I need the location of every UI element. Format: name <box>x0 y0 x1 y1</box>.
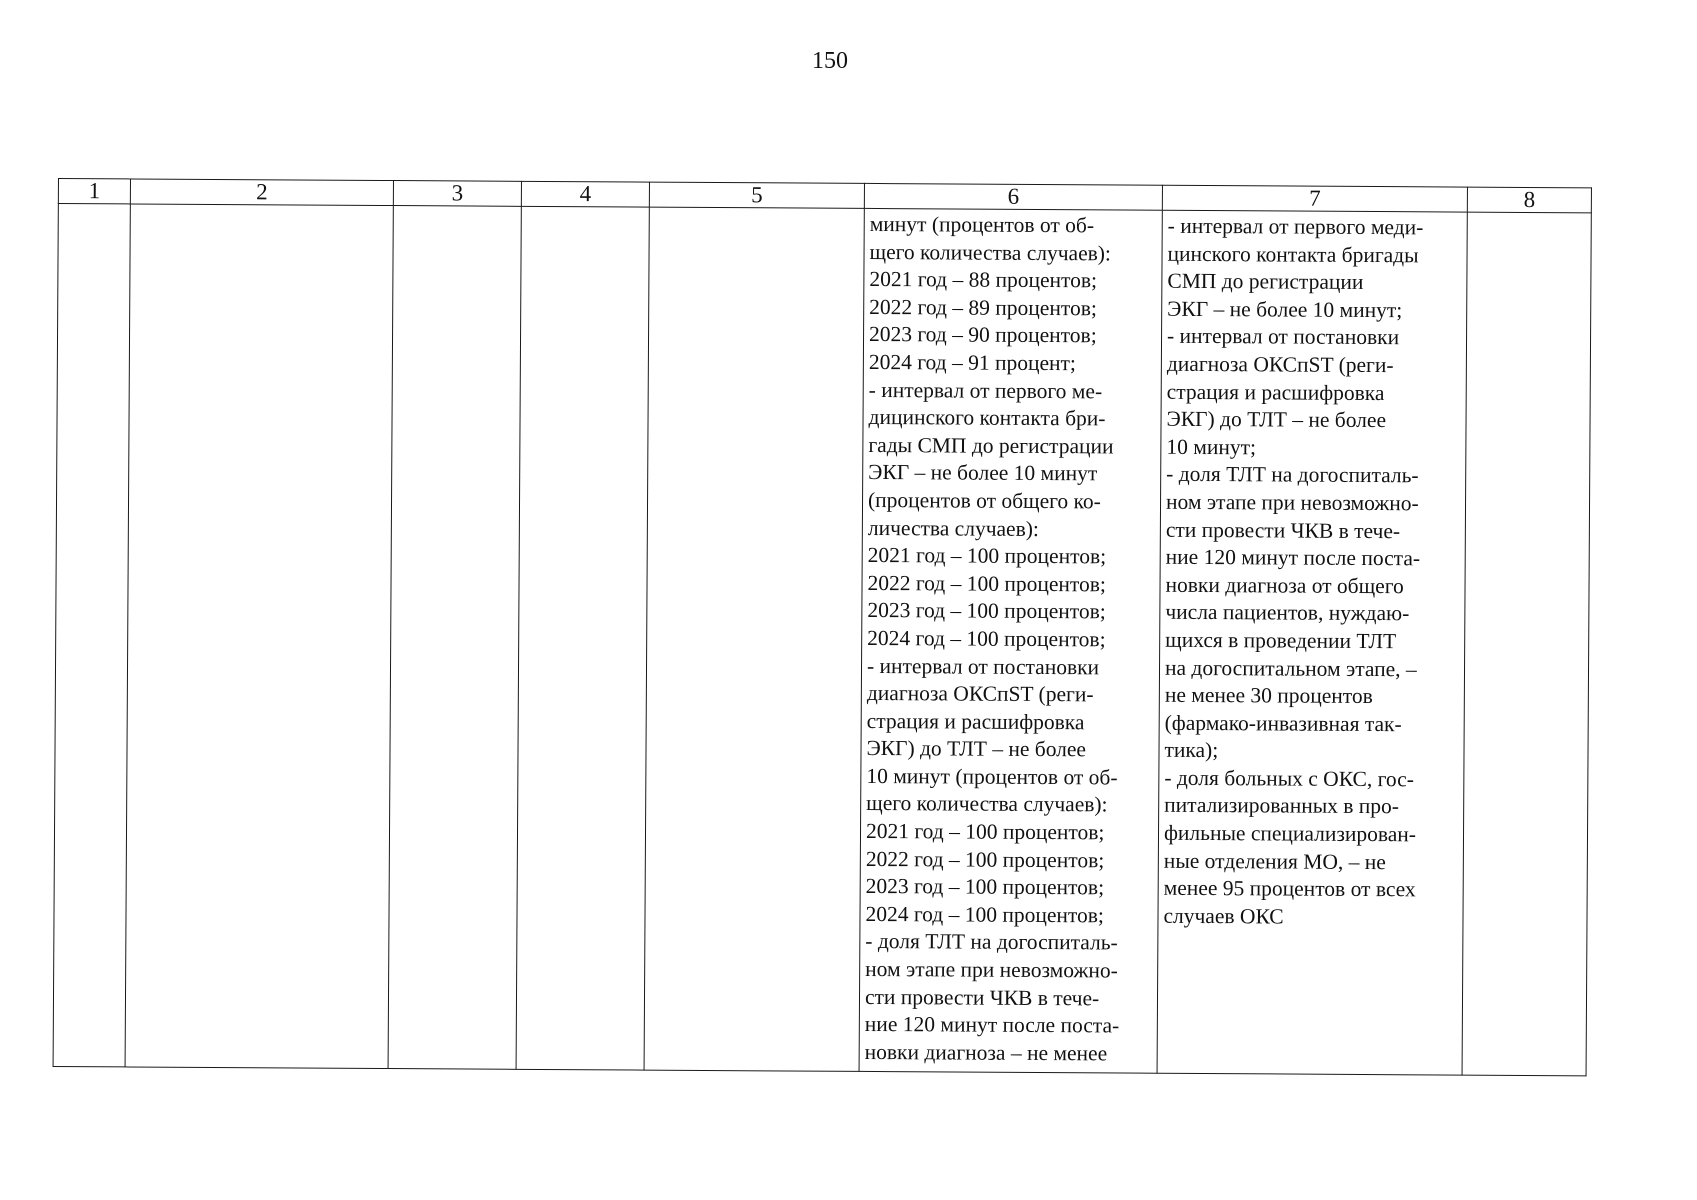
column-header-1: 1 <box>58 179 130 204</box>
text-line: щихся в проведении ТЛТ <box>1165 627 1397 654</box>
text-line: новки диагноза – не менее <box>864 1039 1108 1066</box>
text-line: ние 120 минут после поста- <box>864 1012 1120 1038</box>
table-row <box>53 204 1591 1076</box>
text-line: - доля ТЛТ на догоспиталь- <box>865 929 1118 955</box>
text-line: ние 120 минут после поста- <box>1165 544 1421 571</box>
text-line: 2021 год – 88 процентов; <box>869 267 1098 293</box>
text-line: щего количества случаев): <box>866 791 1108 817</box>
col6-text <box>860 209 1162 1068</box>
text-line: ном этапе при невозможно- <box>1165 489 1419 516</box>
text-line: (процентов от общего ко- <box>867 487 1101 514</box>
page-number: 150 <box>812 48 848 74</box>
column-header-7: 7 <box>1162 185 1467 212</box>
text-line: сти провести ЧКВ в тече- <box>864 984 1100 1011</box>
text-line: ЭКГ) до ТЛТ – не более <box>1166 406 1387 433</box>
text-line: фильные специализирован- <box>1163 820 1417 847</box>
cell-col-7 <box>1157 210 1467 1075</box>
data-table <box>53 178 1592 1076</box>
text-line: ЭКГ – не более 10 минут; <box>1167 296 1403 322</box>
column-header-5: 5 <box>649 182 864 208</box>
text-line: новки диагноза от общего <box>1165 572 1404 598</box>
text-line: диагноза ОКСпST (реги- <box>866 681 1094 707</box>
column-header-8: 8 <box>1467 187 1591 213</box>
text-line: 2022 год – 100 процентов; <box>867 570 1107 597</box>
column-header-3: 3 <box>393 181 521 207</box>
text-line: 10 минут (процентов от об- <box>866 763 1118 790</box>
text-line: минут (процентов от об- <box>869 211 1095 238</box>
text-line: сти провести ЧКВ в тече- <box>1165 517 1401 543</box>
text-line: 10 минут; <box>1166 434 1257 460</box>
text-line: 2024 год – 100 процентов; <box>867 625 1106 652</box>
text-line: - интервал от первого меди- <box>1167 213 1424 240</box>
text-line: личества случаев): <box>867 515 1040 541</box>
column-header-4: 4 <box>521 181 649 207</box>
text-line: 2024 год – 100 процентов; <box>865 901 1104 928</box>
text-line: 2024 год – 91 процент; <box>868 349 1077 376</box>
text-line: цинского контакта бригады <box>1167 241 1419 267</box>
text-line: щего количества случаев): <box>869 239 1112 266</box>
text-line: ЭКГ) до ТЛТ – не более <box>866 736 1087 762</box>
text-line: - интервал от первого ме- <box>868 377 1103 403</box>
text-line: случаев ОКС <box>1163 903 1284 929</box>
text-line: 2023 год – 100 процентов; <box>865 874 1105 900</box>
text-line: СМП до регистрации <box>1167 268 1364 295</box>
text-line: 2021 год – 100 процентов; <box>867 543 1107 569</box>
text-line: - доля больных с ОКС, гос- <box>1164 765 1414 792</box>
text-line: не менее 30 процентов <box>1164 682 1373 709</box>
text-line: - доля ТЛТ на догоспиталь- <box>1166 462 1419 488</box>
cell-col-8 <box>1462 212 1591 1076</box>
column-header-2: 2 <box>130 179 393 206</box>
text-line: диагноза ОКСпST (реги- <box>1166 351 1394 378</box>
col7-text <box>1158 211 1466 932</box>
text-line: ном этапе при невозможно- <box>865 956 1118 983</box>
text-line: 2021 год – 100 процентов; <box>865 819 1105 845</box>
text-line: менее 95 процентов от всех <box>1163 876 1416 902</box>
text-line: ЭКГ – не более 10 минут <box>868 460 1098 486</box>
text-line: - интервал от постановки <box>1166 324 1400 350</box>
text-line: (фармако-инвазивная так- <box>1164 710 1402 736</box>
text-line: дицинского контакта бри- <box>868 405 1106 431</box>
text-line: на догоспитальном этапе, – <box>1164 655 1417 681</box>
text-line: числа пациентов, нуждаю- <box>1165 600 1410 626</box>
text-line: 2023 год – 100 процентов; <box>867 598 1106 624</box>
cell-col-5 <box>644 207 864 1071</box>
text-line: гады СМП до регистрации <box>868 432 1114 459</box>
cell-col-1 <box>53 204 130 1067</box>
text-line: 2022 год – 100 процентов; <box>865 846 1105 873</box>
text-line: страция и расшифровка <box>1166 379 1385 405</box>
text-line: питализированных в про- <box>1164 793 1400 819</box>
text-line: ные отделения МО, – не <box>1163 848 1386 874</box>
text-line: 2022 год – 89 процентов; <box>869 294 1097 321</box>
text-line: страция и расшифровка <box>866 708 1085 734</box>
cell-col-4 <box>516 206 649 1070</box>
text-line: тика); <box>1164 738 1219 763</box>
text-line: 2023 год – 90 процентов; <box>868 322 1097 348</box>
text-line: - интервал от постановки <box>866 653 1100 679</box>
cell-col-3 <box>388 206 521 1070</box>
cell-col-2 <box>125 204 393 1069</box>
column-header-6: 6 <box>864 183 1162 210</box>
cell-col-6 <box>859 208 1162 1073</box>
